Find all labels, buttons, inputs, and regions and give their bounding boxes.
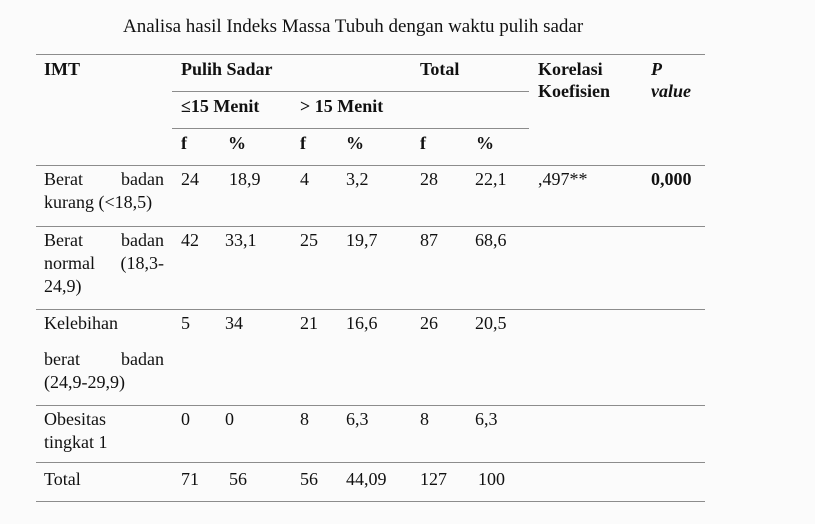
rule-row-3 [36, 405, 705, 406]
row-5-pct-le15: 56 [229, 469, 247, 489]
rule-sub-1 [172, 91, 529, 92]
row-5-label: Total [44, 469, 81, 489]
row-2-label-line-2: normal (18,3- [44, 253, 164, 273]
row-3-label-line-3: (24,9-29,9) [44, 372, 125, 392]
header-pct-total: % [476, 133, 494, 153]
header-pulih-sadar: Pulih Sadar [181, 59, 273, 79]
header-gt15: > 15 Menit [300, 96, 384, 116]
row-5-pct-total: 100 [478, 469, 505, 489]
header-korelasi-line-1: Korelasi [538, 59, 603, 79]
row-2-label-line-1: Berat badan [44, 230, 164, 250]
row-2-pct-gt15: 19,7 [346, 230, 378, 250]
row-1-p-value: 0,000 [651, 169, 692, 189]
rule-row-1 [36, 226, 705, 227]
rule-bottom [36, 501, 705, 502]
row-2-pct-le15: 33,1 [225, 230, 257, 250]
row-1-label-line-1: Berat badan [44, 169, 164, 189]
row-4-pct-total: 6,3 [475, 409, 498, 429]
row-4-label-line-1: Obesitas [44, 409, 106, 429]
row-1-pct-le15: 18,9 [229, 169, 261, 189]
row-4-pct-le15: 0 [225, 409, 234, 429]
row-4-f-gt15: 8 [300, 409, 309, 429]
row-1-f-gt15: 4 [300, 169, 309, 189]
row-1-pct-gt15: 3,2 [346, 169, 369, 189]
row-3-pct-gt15: 16,6 [346, 313, 378, 333]
header-f-total: f [420, 133, 426, 153]
row-5-f-le15: 71 [181, 469, 199, 489]
row-4-f-total: 8 [420, 409, 429, 429]
row-1-label-line-2: kurang (<18,5) [44, 192, 153, 212]
row-3-label-line-2: berat badan [44, 349, 164, 369]
row-5-f-gt15: 56 [300, 469, 318, 489]
row-1-f-total: 28 [420, 169, 438, 189]
rule-row-4 [36, 462, 705, 463]
rule-sub-2 [172, 128, 529, 129]
header-p-line-2: value [651, 81, 691, 101]
row-3-f-total: 26 [420, 313, 438, 333]
header-f-gt15: f [300, 133, 306, 153]
row-4-label-line-2: tingkat 1 [44, 432, 108, 452]
row-5-f-total: 127 [420, 469, 447, 489]
row-2-f-gt15: 25 [300, 230, 318, 250]
row-1-f-le15: 24 [181, 169, 199, 189]
row-1-pct-total: 22,1 [475, 169, 507, 189]
row-2-pct-total: 68,6 [475, 230, 507, 250]
row-2-label-line-3: 24,9) [44, 276, 82, 296]
rule-header-bottom [36, 165, 705, 166]
rule-top [36, 54, 705, 55]
header-le15: ≤15 Menit [181, 96, 260, 116]
row-3-label-line-1: Kelebihan [44, 313, 118, 333]
row-3-pct-total: 20,5 [475, 313, 507, 333]
row-4-f-le15: 0 [181, 409, 190, 429]
row-4-pct-gt15: 6,3 [346, 409, 369, 429]
row-1-korelasi: ,497** [538, 169, 588, 189]
rule-row-2 [36, 309, 705, 310]
header-imt: IMT [44, 59, 80, 79]
header-p-line-1: P [651, 59, 662, 79]
row-3-f-gt15: 21 [300, 313, 318, 333]
table-title: Analisa hasil Indeks Massa Tubuh dengan waktu pulih sadar [123, 16, 584, 37]
row-3-f-le15: 5 [181, 313, 190, 333]
row-2-f-le15: 42 [181, 230, 199, 250]
header-total: Total [420, 59, 460, 79]
header-f-le15: f [181, 133, 187, 153]
row-3-pct-le15: 34 [225, 313, 243, 333]
header-pct-gt15: % [346, 133, 364, 153]
row-2-f-total: 87 [420, 230, 438, 250]
header-pct-le15: % [228, 133, 246, 153]
row-5-pct-gt15: 44,09 [346, 469, 387, 489]
header-korelasi-line-2: Koefisien [538, 81, 610, 101]
